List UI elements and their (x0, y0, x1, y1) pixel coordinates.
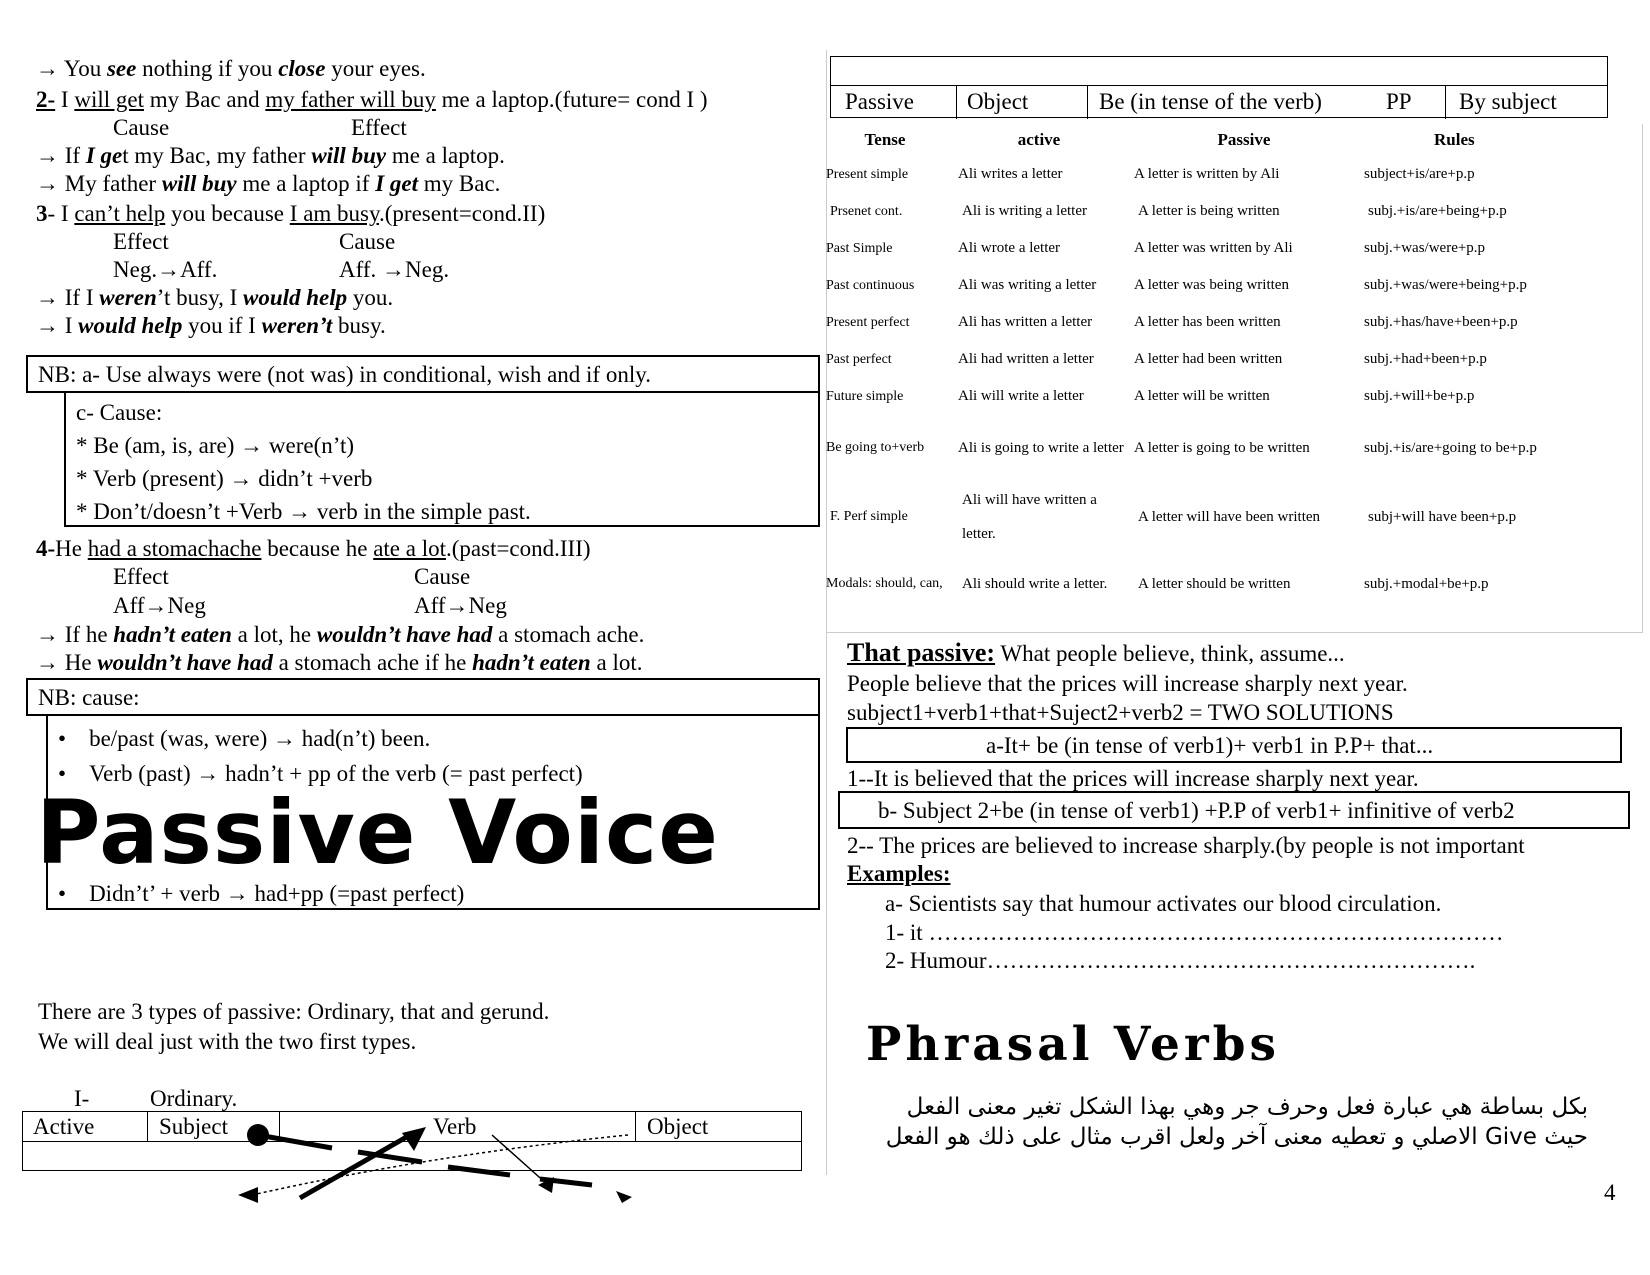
header-passive: Passive (1217, 130, 1271, 149)
arabic-line-2: حيث Give الاصلي و تعطيه معنى آخر ولعل اقرب مثال على ذلك هو الفعل (885, 1124, 1588, 1150)
cell-pp: PP (1386, 89, 1412, 114)
label-effect: Effect (113, 229, 169, 254)
nb-box-1 (26, 355, 820, 393)
cell-verb: Verb (433, 1114, 477, 1139)
label-effect: Effect (351, 115, 407, 140)
arrow-line (258, 1135, 332, 1148)
cell-rule: subj.+will+be+p.p (1364, 388, 1475, 404)
phrasal-title: Phrasal Verbs (866, 1017, 1281, 1072)
tense-table (826, 124, 1626, 615)
table-row (826, 378, 1626, 415)
arrow-line (492, 1135, 548, 1185)
line-3: → If I get my Bac, my father will buy me a laptop. (36, 143, 505, 168)
cell-passive: A letter is going to be written (1134, 439, 1310, 456)
cell-passive: A letter is written by Ali (1134, 166, 1280, 182)
line-2: 2- I will get my Bac and my father will buy me a laptop.(future= cond I ) (36, 87, 708, 112)
cell-tense: Future simple (826, 388, 904, 404)
box-text: a-It+ be (in tense of verb1)+ verb1 in P.P+ that... (986, 733, 1434, 758)
cell-tense: Present simple (826, 166, 909, 182)
cell-be: Be (in tense of the verb) (1099, 89, 1322, 114)
nb-text: NB: a- Use always were (not was) in conditional, wish and if only. (38, 362, 651, 387)
nb-box-2 (26, 678, 820, 716)
cell-active: Ali has written a letter (958, 314, 1093, 330)
cell-passive: A letter was written by Ali (1134, 240, 1293, 256)
arrows-diagram (230, 1115, 670, 1205)
cell-tense: Present perfect (826, 314, 910, 330)
label-cause: Cause (113, 115, 170, 140)
bullet-item: • Verb (past) → hadn’t + pp of the verb (= past perfect) (58, 761, 583, 786)
cell-tense: Past perfect (826, 351, 892, 367)
arrow-line (448, 1167, 510, 1175)
line-10: → He wouldn’t have had a stomach ache if he hadn’t eaten a lot. (36, 650, 643, 675)
table-row (826, 267, 1626, 304)
types-line-1: There are 3 types of passive: Ordinary, that and gerund. (38, 999, 550, 1024)
cell-tense: Past Simple (826, 240, 893, 256)
cell-passive: A letter had been written (1134, 351, 1283, 367)
that-box-2 (838, 791, 1630, 829)
cell-rule: subj.+was/were+being+p.p (1364, 277, 1527, 293)
cell-active: Ali wrote a letter (958, 240, 1061, 256)
line-8: 4-He had a stomachache because he ate a lot.(past=cond.III) (36, 536, 591, 561)
cell-rule: subj.+is/are+going to be+p.p (1364, 439, 1537, 456)
table-row (826, 304, 1626, 341)
arrow-head (238, 1187, 258, 1203)
header-active: active (1017, 130, 1061, 149)
table-row (826, 341, 1626, 378)
that-line-4: 2-- The prices are believed to increase sharply.(by people is not important (847, 833, 1525, 858)
label-aff-neg: Aff. →Neg. (339, 257, 450, 282)
cell-active: Active (33, 1114, 95, 1139)
header-rules: Rules (1434, 130, 1475, 149)
section-label: Ordinary. (150, 1086, 238, 1111)
cell-rule: subject+is/are+p.p (1364, 166, 1475, 182)
header-tense: Tense (864, 130, 906, 149)
label-aff-neg: Aff→Neg (414, 593, 507, 618)
cell-tense: Prsenet cont. (830, 203, 903, 219)
cell-rule: subj.+had+been+p.p (1364, 351, 1487, 367)
bullet-item: • be/past (was, were) → had(n’t) been. (58, 726, 431, 751)
table-row (826, 481, 1626, 553)
example-2: 2- Humour………………………………………………………. (885, 948, 1476, 973)
cell-active: Ali writes a letter (958, 166, 1063, 182)
box-text: b- Subject 2+be (in tense of verb1) +P.P of verb1+ infinitive of verb2 (878, 798, 1515, 823)
that-box-1 (846, 727, 1622, 763)
label-neg-aff: Neg.→Aff. (113, 257, 218, 282)
cell-active: Ali should write a letter. (962, 575, 1108, 592)
tense-table-wrap (826, 124, 1643, 633)
cause-line: * Verb (present) → didn’t +verb (76, 466, 373, 491)
example-1: 1- it ………………………………………………………………… (885, 920, 1504, 945)
cell-rule: subj.+modal+be+p.p (1364, 575, 1489, 592)
cell-active: Ali will write a letter (958, 388, 1084, 404)
page-number: 4 (1604, 1180, 1616, 1205)
table-row (826, 156, 1626, 193)
types-line-2: We will deal just with the two first types. (38, 1029, 417, 1054)
passive-formula-table (830, 56, 1608, 118)
cell-tense: Be going to+verb (826, 440, 925, 455)
page-title: Passive Voice (36, 781, 719, 884)
that-line-1: People believe that the prices will increase sharply next year. (847, 671, 1408, 696)
arabic-line-1: بكل بساطة هي عبارة فعل وحرف جر وهي بهذا الشكل تغير معنى الفعل (906, 1094, 1588, 1120)
cell-passive: A letter is being written (1138, 203, 1280, 219)
line-9: → If he hadn’t eaten a lot, he wouldn’t have had a stomach ache. (36, 622, 645, 647)
line-5: 3- I can’t help you because I am busy.(present=cond.II) (36, 201, 546, 226)
examples-heading: Examples: (847, 861, 951, 886)
line-1: → You see nothing if you close your eyes. (36, 56, 426, 81)
section-number: I- (74, 1086, 90, 1111)
cause-line: c- Cause: (76, 400, 163, 425)
cell-tense: Past continuous (826, 277, 915, 293)
table-row (826, 230, 1626, 267)
cell-rule: subj.+is/are+being+p.p (1368, 203, 1507, 219)
that-passive-line: That passive: What people believe, think, assume... (847, 638, 1345, 667)
cell-active: Ali is going to write a letter (958, 439, 1124, 456)
cell-subject: Subject (159, 1114, 228, 1139)
that-line-2: subject1+verb1+that+Suject2+verb2 = TWO SOLUTIONS (847, 700, 1394, 725)
cause-line: * Don’t/doesn’t +Verb → verb in the simple past. (76, 499, 531, 524)
cell-object: Object (647, 1114, 709, 1139)
cell-rule: subj.+has/have+been+p.p (1364, 314, 1518, 330)
example-a: a- Scientists say that humour activates our blood circulation. (885, 891, 1442, 916)
label-effect: Effect (113, 564, 169, 589)
cell-passive: A letter will be written (1134, 388, 1270, 404)
cell-object: Object (967, 89, 1029, 114)
label-cause: Cause (414, 564, 471, 589)
cell-passive: A letter was being written (1134, 277, 1289, 293)
table-row (826, 553, 1626, 615)
cell-active: Ali is writing a letter (962, 203, 1087, 219)
table-row (826, 193, 1626, 230)
table-row (826, 415, 1626, 481)
cell-passive: A letter should be written (1138, 575, 1291, 592)
line-6: → If I weren’t busy, I would help you. (36, 285, 394, 310)
label-cause: Cause (339, 229, 396, 254)
cell-by-subject: By subject (1459, 89, 1557, 114)
cell-tense: Modals: should, can, (826, 576, 943, 591)
cell-active: Ali will have written a letter. (962, 492, 1097, 542)
cell-rule: subj+will have been+p.p (1368, 508, 1517, 525)
nb-text: NB: cause: (38, 685, 140, 710)
line-7: → I would help you if I weren’t busy. (36, 313, 386, 338)
cell-passive: Passive (845, 89, 914, 114)
line-4: → My father will buy me a laptop if I get my Bac. (36, 171, 501, 196)
arrow-head (616, 1191, 632, 1203)
label-aff-neg: Aff→Neg (113, 593, 206, 618)
cell-tense: F. Perf simple (830, 509, 908, 524)
cell-passive: A letter has been written (1134, 314, 1281, 330)
cell-active: Ali was writing a letter (958, 277, 1097, 293)
cell-rule: subj.+was/were+p.p (1364, 240, 1486, 256)
cell-active: Ali had written a letter (958, 351, 1094, 367)
cause-line: * Be (am, is, are) → were(n’t) (76, 433, 355, 458)
cell-passive: A letter will have been written (1138, 508, 1321, 525)
that-line-3: 1--It is believed that the prices will increase sharply next year. (847, 766, 1419, 791)
cause-box (64, 391, 820, 527)
bullet-item: • Didn’t’ + verb → had+pp (=past perfect) (58, 881, 465, 906)
